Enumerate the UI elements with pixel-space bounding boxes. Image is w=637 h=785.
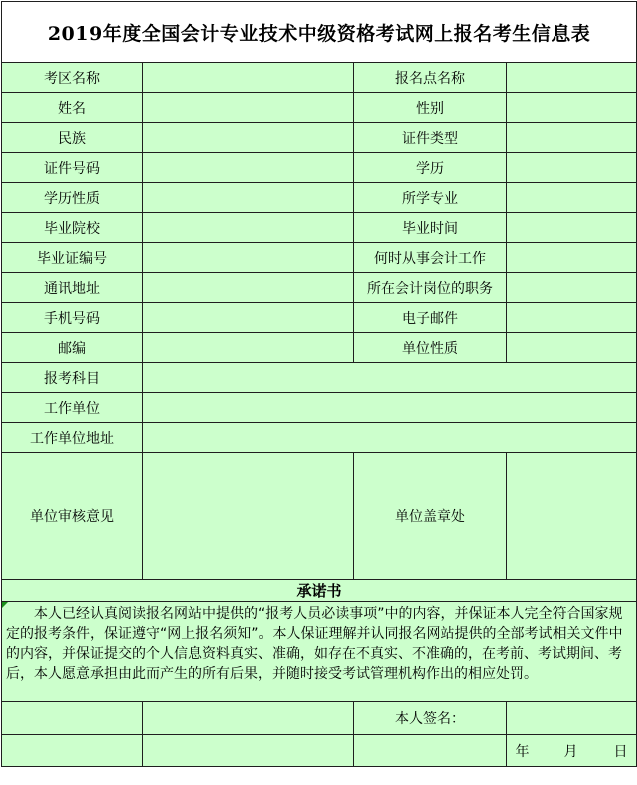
label-postcode: 邮编	[2, 333, 143, 363]
field-exam-area[interactable]	[143, 63, 354, 93]
field-employer-type[interactable]	[507, 333, 637, 363]
label-employer-type: 单位性质	[354, 333, 507, 363]
field-mobile[interactable]	[143, 303, 354, 333]
pledge-title: 承诺书	[2, 580, 637, 602]
date-year-label: 年	[515, 743, 530, 760]
comment-marker-icon	[2, 602, 8, 608]
field-employer-address[interactable]	[143, 423, 637, 453]
date-day-label: 日	[613, 743, 628, 760]
label-major: 所学专业	[354, 183, 507, 213]
label-education: 学历	[354, 153, 507, 183]
label-exam-area: 考区名称	[2, 63, 143, 93]
field-education[interactable]	[507, 153, 637, 183]
label-graduation-date: 毕业时间	[354, 213, 507, 243]
label-accounting-start: 何时从事会计工作	[354, 243, 507, 273]
field-employer-seal[interactable]	[507, 453, 637, 580]
label-diploma-number: 毕业证编号	[2, 243, 143, 273]
label-id-type: 证件类型	[354, 123, 507, 153]
label-email: 电子邮件	[354, 303, 507, 333]
field-ethnicity[interactable]	[143, 123, 354, 153]
field-signature[interactable]	[507, 702, 637, 735]
label-employer-address: 工作单位地址	[2, 423, 143, 453]
label-school: 毕业院校	[2, 213, 143, 243]
field-employer[interactable]	[143, 393, 637, 423]
field-employer-approval[interactable]	[143, 453, 354, 580]
field-date[interactable]	[507, 735, 637, 767]
field-address[interactable]	[143, 273, 354, 303]
label-position: 所在会计岗位的职务	[354, 273, 507, 303]
field-position[interactable]	[507, 273, 637, 303]
field-registration-point[interactable]	[507, 63, 637, 93]
field-major[interactable]	[507, 183, 637, 213]
label-address: 通讯地址	[2, 273, 143, 303]
pledge-text-cell	[2, 602, 637, 702]
label-id-number: 证件号码	[2, 153, 143, 183]
field-email[interactable]	[507, 303, 637, 333]
label-education-type: 学历性质	[2, 183, 143, 213]
label-mobile: 手机号码	[2, 303, 143, 333]
blank-cell	[2, 702, 143, 735]
date-month-label: 月	[563, 743, 578, 760]
label-ethnicity: 民族	[2, 123, 143, 153]
registration-form	[1, 1, 637, 767]
label-employer-approval: 单位审核意见	[2, 453, 143, 580]
label-employer-seal: 单位盖章处	[354, 453, 507, 580]
label-employer: 工作单位	[2, 393, 143, 423]
field-gender[interactable]	[507, 93, 637, 123]
field-education-type[interactable]	[143, 183, 354, 213]
label-name: 姓名	[2, 93, 143, 123]
pledge-text: 本人已经认真阅读报名网站中提供的“报考人员必读事项”中的内容，并保证本人完全符合国家规定的报考条件，保证遵守“网上报名须知”。本人保证理解并认同报名网站提供的全部考试相关文件中的内容，并保证提交的个人信息资料真实、准确，如存在不真实、不准确的，在考前、考试期间、考后，本人愿意承担由此而产生的所有后果，并随时接受考试管理机构作出的相应处罚。	[6, 606, 623, 682]
label-gender: 性别	[354, 93, 507, 123]
field-id-type[interactable]	[507, 123, 637, 153]
field-exam-subject[interactable]	[143, 363, 637, 393]
blank-cell	[2, 735, 143, 767]
field-graduation-date[interactable]	[507, 213, 637, 243]
field-accounting-start[interactable]	[507, 243, 637, 273]
field-diploma-number[interactable]	[143, 243, 354, 273]
label-registration-point: 报名点名称	[354, 63, 507, 93]
field-school[interactable]	[143, 213, 354, 243]
form-title: 2019年度全国会计专业技术中级资格考试网上报名考生信息表	[2, 2, 637, 63]
field-name[interactable]	[143, 93, 354, 123]
field-postcode[interactable]	[143, 333, 354, 363]
blank-cell	[143, 735, 354, 767]
signature-label: 本人签名：	[354, 702, 507, 735]
label-exam-subject: 报考科目	[2, 363, 143, 393]
blank-cell	[354, 735, 507, 767]
blank-cell	[143, 702, 354, 735]
field-id-number[interactable]	[143, 153, 354, 183]
